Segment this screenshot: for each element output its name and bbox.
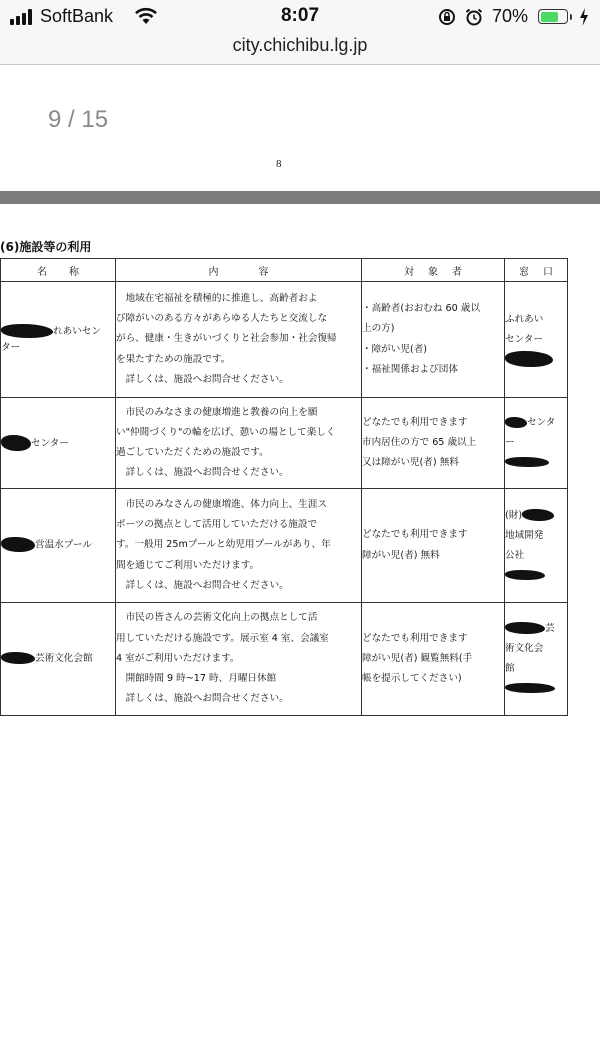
facility-name: 営温水プール: [1, 489, 116, 603]
redaction-mark: [1, 652, 35, 664]
document-page-number: 8: [276, 158, 282, 170]
table-row: [1, 398, 568, 489]
facility-content: 市民のみなさまの健康増進と教養の向上を願 い"仲間づくり"の輪を広げ、憩いの場として楽しく 過ごしていただくための施設です。 詳しくは、施設へお問合せください。: [116, 398, 362, 489]
url-text[interactable]: city.chichibu.lg.jp: [232, 35, 368, 55]
facility-name: センター: [1, 398, 116, 489]
redaction-mark: [505, 570, 545, 580]
status-time: 8:07: [280, 5, 320, 26]
facility-window: ふれあい センター: [505, 282, 568, 398]
rotation-lock-icon: [438, 8, 456, 26]
facility-content: 地域在宅福祉を積極的に推進し、高齢者およ び障がいのある方々があらゆる人たちと交流しな がら、健康・生きがいづくりと社会参加・社会復帰 を果たすための施設です。 詳しくは、施設へお問合せください。: [116, 282, 362, 398]
page-divider: [0, 191, 600, 204]
redaction-mark: [505, 351, 553, 367]
header-content: 内容: [116, 259, 362, 282]
facility-content: 市民の皆さんの芸術文化向上の拠点として活 用していただける施設です。展示室 4 室、会議室 4 室がご利用いただけます。 開館時間 9 時~17 時、月曜日休館 詳しくは、施設へお問合せください。: [116, 603, 362, 716]
redaction-mark: [1, 435, 31, 451]
table-row: [1, 489, 568, 603]
battery-icon: [538, 9, 568, 24]
facility-target: どなたでも利用できます 障がい児(者) 観覧無料(手 帳を提示してください): [362, 603, 505, 716]
charging-icon: [579, 8, 589, 26]
redaction-mark: [505, 417, 527, 428]
facility-target: どなたでも利用できます 市内居住の方で 65 歳以上 又は障がい児(者) 無料: [362, 398, 505, 489]
alarm-icon: [465, 8, 483, 26]
redaction-mark: [505, 683, 555, 693]
facility-window: (財) 地域開発 公社: [505, 489, 568, 603]
redaction-mark: [522, 509, 554, 521]
redaction-mark: [1, 537, 35, 552]
facility-target: どなたでも利用できます 障がい児(者) 無料: [362, 489, 505, 603]
table-row: [1, 603, 568, 716]
facility-name: 芸術文化会館: [1, 603, 116, 716]
header-window: 窓口: [505, 259, 568, 282]
table-row: [1, 282, 568, 398]
header-target: 対象者: [362, 259, 505, 282]
battery-percent: 70%: [492, 6, 529, 26]
facility-name: れあいセン ター: [1, 282, 116, 398]
redaction-mark: [1, 324, 53, 338]
page-indicator: 9 / 15: [48, 106, 109, 133]
facility-target: ・高齢者(おおむね 60 歳以 上の方) ・障がい児(者) ・福祉関係および団体: [362, 282, 505, 398]
table-header-row: [1, 259, 568, 282]
redaction-mark: [505, 457, 549, 467]
facility-window: センタ ー: [505, 398, 568, 489]
facility-window: 芸 術文化会 館: [505, 603, 568, 716]
status-bar: [0, 0, 600, 34]
facility-content: 市民のみなさんの健康増進、体力向上、生涯ス ポーツの拠点として活用していただける施設で す。一般用 25mプールと幼児用プールがあり、年 間を通じてご利用いただけます。 詳しくは、施設へお問合せください。: [116, 489, 362, 603]
section-title: (6)施設等の利用: [0, 240, 92, 254]
facilities-table: [0, 258, 568, 716]
address-bar[interactable]: [0, 34, 600, 65]
carrier-name: SoftBank: [40, 6, 114, 26]
header-name: 名称: [1, 259, 116, 282]
redaction-mark: [505, 622, 545, 634]
